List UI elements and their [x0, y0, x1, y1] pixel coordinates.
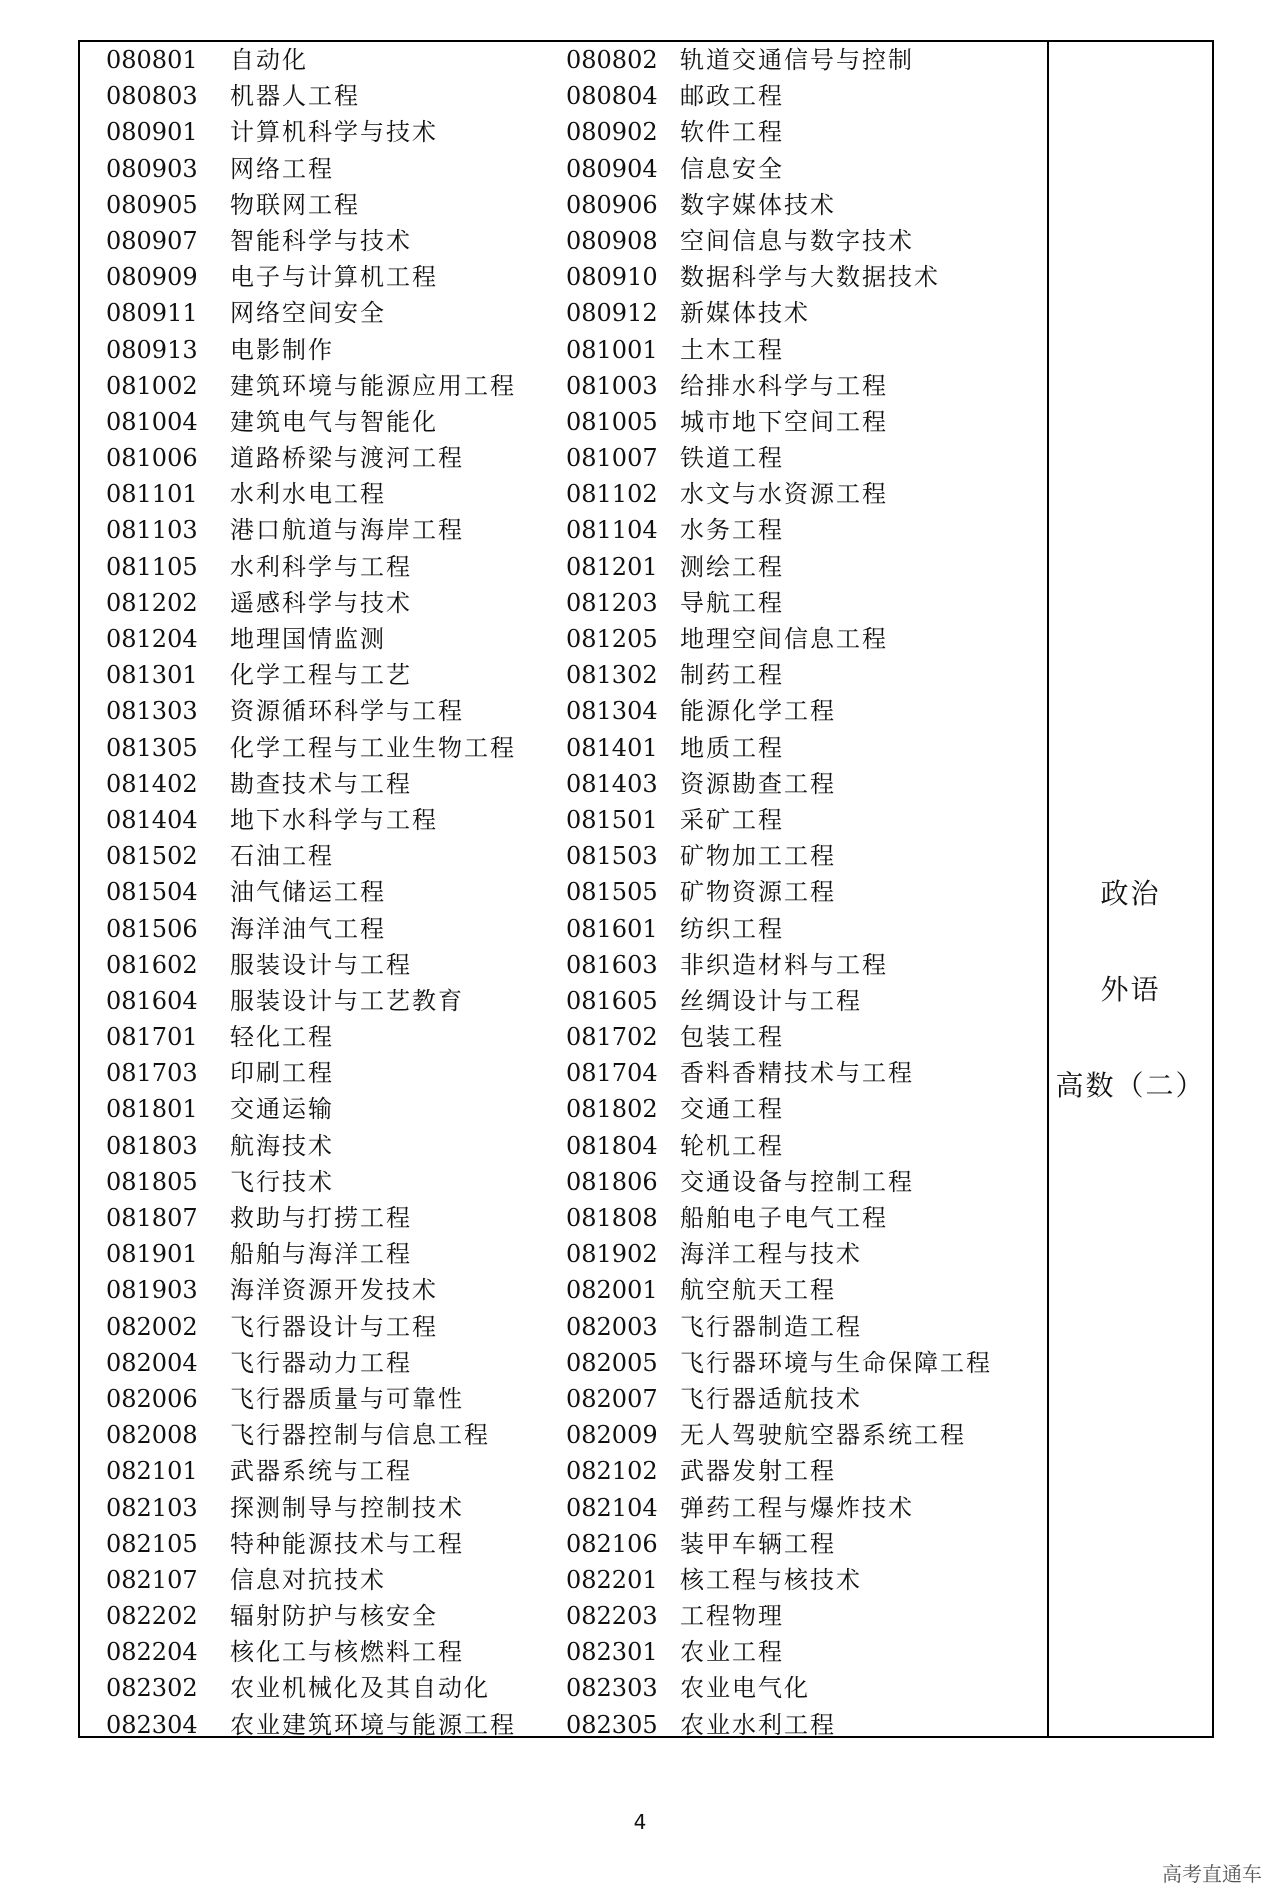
major-code: 080907 — [106, 226, 198, 255]
major-code: 080804 — [566, 82, 658, 111]
major-name: 飞行器制造工程 — [680, 1312, 862, 1341]
major-name: 地理国情监测 — [230, 625, 386, 653]
table-row — [80, 766, 1046, 802]
table-row — [80, 1345, 1046, 1381]
major-code: 082005 — [566, 1348, 658, 1377]
major-name: 海洋工程与技术 — [680, 1240, 862, 1269]
table-row — [80, 983, 1046, 1019]
major-name: 海洋油气工程 — [230, 914, 386, 943]
major-name: 飞行器质量与可靠性 — [230, 1384, 464, 1413]
major-code: 081102 — [566, 480, 658, 509]
major-code: 082107 — [106, 1565, 198, 1594]
major-code: 081601 — [566, 914, 658, 943]
major-name: 交通工程 — [680, 1095, 784, 1124]
table-row — [80, 1236, 1046, 1272]
table-row — [80, 911, 1046, 947]
major-name: 港口航道与海岸工程 — [230, 516, 464, 545]
major-code: 081305 — [106, 733, 198, 762]
table-row — [80, 693, 1046, 729]
major-name: 遥感科学与技术 — [230, 588, 412, 617]
major-code: 081303 — [106, 697, 198, 726]
major-code: 080803 — [106, 82, 198, 111]
major-code: 081802 — [566, 1095, 658, 1124]
major-name: 软件工程 — [680, 118, 784, 147]
major-code: 080906 — [566, 190, 658, 219]
major-name: 能源化学工程 — [680, 697, 836, 726]
major-code: 082101 — [106, 1457, 198, 1486]
major-name: 水务工程 — [680, 516, 784, 545]
major-name: 装甲车辆工程 — [680, 1529, 836, 1558]
major-code: 082303 — [566, 1674, 658, 1703]
table-row — [80, 1490, 1046, 1526]
table-row — [80, 1417, 1046, 1453]
major-name: 化学工程与工业生物工程 — [230, 733, 516, 762]
major-code: 082102 — [566, 1457, 658, 1486]
major-code: 081505 — [566, 878, 658, 907]
major-name: 油气储运工程 — [230, 878, 386, 907]
major-code: 081001 — [566, 335, 658, 364]
major-name: 数字媒体技术 — [680, 190, 836, 219]
major-name: 给排水科学与工程 — [680, 371, 888, 400]
major-name: 勘查技术与工程 — [230, 769, 412, 798]
table-row — [80, 1562, 1046, 1598]
major-code: 081701 — [106, 1023, 198, 1052]
major-name: 电影制作 — [230, 335, 334, 364]
major-code: 080901 — [106, 118, 198, 147]
major-code: 080912 — [566, 299, 658, 328]
major-name: 城市地下空间工程 — [680, 407, 888, 436]
major-name: 飞行器控制与信息工程 — [230, 1421, 490, 1450]
major-code: 081006 — [106, 444, 198, 473]
major-name: 非织造材料与工程 — [680, 950, 888, 979]
major-name: 物联网工程 — [230, 190, 360, 219]
major-code: 081105 — [106, 552, 198, 581]
subject-politics: 政治 — [1100, 877, 1161, 910]
major-code: 082304 — [106, 1710, 198, 1739]
major-name: 农业机械化及其自动化 — [230, 1674, 490, 1703]
table-row — [80, 730, 1046, 766]
major-name: 建筑电气与智能化 — [230, 407, 438, 436]
table-row — [80, 332, 1046, 368]
major-code: 080904 — [566, 154, 658, 183]
table-row — [80, 42, 1046, 78]
table-row — [80, 1453, 1046, 1489]
major-code: 081301 — [106, 661, 198, 690]
major-code: 081806 — [566, 1167, 658, 1196]
major-name: 新媒体技术 — [680, 299, 810, 328]
major-name: 轮机工程 — [680, 1131, 784, 1160]
major-name: 农业工程 — [680, 1638, 784, 1667]
major-code: 081201 — [566, 552, 658, 581]
major-code: 082006 — [106, 1384, 198, 1413]
table-row — [80, 838, 1046, 874]
table-row — [80, 1164, 1046, 1200]
major-code: 081203 — [566, 588, 658, 617]
major-name: 水利科学与工程 — [230, 552, 412, 581]
major-name: 信息安全 — [680, 154, 784, 183]
table-row — [80, 1055, 1046, 1091]
major-name: 飞行器设计与工程 — [230, 1312, 438, 1341]
page-number: 4 — [633, 1810, 647, 1834]
major-code: 081801 — [106, 1095, 198, 1124]
major-name: 特种能源技术与工程 — [230, 1529, 464, 1558]
major-code: 082104 — [566, 1493, 658, 1522]
major-name: 空间信息与数字技术 — [680, 226, 914, 255]
major-name: 水文与水资源工程 — [680, 480, 888, 509]
major-name: 交通运输 — [230, 1095, 334, 1124]
table-row — [80, 259, 1046, 295]
major-name: 计算机科学与技术 — [230, 118, 438, 147]
major-code: 082004 — [106, 1348, 198, 1377]
major-name: 包装工程 — [680, 1023, 784, 1052]
major-code: 081702 — [566, 1023, 658, 1052]
table-row — [80, 1091, 1046, 1127]
major-name: 弹药工程与爆炸技术 — [680, 1493, 914, 1522]
major-name: 智能科学与技术 — [230, 226, 412, 255]
major-code: 081004 — [106, 407, 198, 436]
major-name: 无人驾驶航空器系统工程 — [680, 1421, 966, 1450]
major-code: 081603 — [566, 950, 658, 979]
table-row — [80, 874, 1046, 910]
major-name: 交通设备与控制工程 — [680, 1167, 914, 1196]
major-name: 地下水科学与工程 — [230, 805, 438, 834]
table-row — [80, 1634, 1046, 1670]
major-name: 铁道工程 — [680, 444, 784, 473]
major-name: 数据科学与大数据技术 — [680, 263, 940, 292]
major-code: 082203 — [566, 1602, 658, 1631]
major-name: 化学工程与工艺 — [230, 661, 412, 690]
major-code: 082008 — [106, 1421, 198, 1450]
major-code: 081605 — [566, 986, 658, 1015]
major-name: 导航工程 — [680, 588, 784, 617]
major-code: 081808 — [566, 1204, 658, 1232]
major-name: 船舶电子电气工程 — [680, 1204, 888, 1232]
table-row — [80, 657, 1046, 693]
major-name: 农业建筑环境与能源工程 — [230, 1710, 516, 1739]
major-code: 082202 — [106, 1602, 198, 1631]
major-code: 081903 — [106, 1276, 198, 1305]
major-name: 飞行器适航技术 — [680, 1384, 862, 1413]
watermark: 高考直通车 — [1162, 1862, 1262, 1886]
major-name: 采矿工程 — [680, 805, 784, 834]
major-code: 081805 — [106, 1167, 198, 1196]
table-row — [80, 1200, 1046, 1236]
table-row — [80, 1128, 1046, 1164]
major-code: 082002 — [106, 1312, 198, 1341]
major-name: 地质工程 — [680, 733, 784, 762]
major-code: 081403 — [566, 769, 658, 798]
major-code: 080802 — [566, 46, 658, 74]
major-code: 081401 — [566, 733, 658, 762]
major-name: 制药工程 — [680, 661, 784, 690]
major-code: 082305 — [566, 1710, 658, 1739]
major-code: 080913 — [106, 335, 198, 364]
table-row — [80, 1707, 1046, 1743]
major-code: 081502 — [106, 842, 198, 871]
major-code: 081202 — [106, 588, 198, 617]
major-name: 丝绸设计与工程 — [680, 986, 862, 1015]
major-code: 080908 — [566, 226, 658, 255]
table-row — [80, 404, 1046, 440]
major-code: 082001 — [566, 1276, 658, 1305]
major-name: 网络空间安全 — [230, 299, 386, 328]
major-name: 农业电气化 — [680, 1674, 810, 1703]
major-name: 核化工与核燃料工程 — [230, 1638, 464, 1667]
table-row — [80, 368, 1046, 404]
major-name: 农业水利工程 — [680, 1710, 836, 1739]
major-name: 香料香精技术与工程 — [680, 1059, 914, 1088]
major-name: 机器人工程 — [230, 82, 360, 111]
table-row — [80, 78, 1046, 114]
major-code: 081104 — [566, 516, 658, 545]
major-code: 082106 — [566, 1529, 658, 1558]
major-name: 飞行器动力工程 — [230, 1348, 412, 1377]
major-code: 080801 — [106, 46, 198, 74]
major-code: 082204 — [106, 1638, 198, 1667]
major-name: 道路桥梁与渡河工程 — [230, 444, 464, 473]
major-name: 纺织工程 — [680, 914, 784, 943]
table-row — [80, 947, 1046, 983]
table-row — [80, 512, 1046, 548]
major-code: 081005 — [566, 407, 658, 436]
major-code: 081602 — [106, 950, 198, 979]
major-code: 082103 — [106, 1493, 198, 1522]
major-name: 航空航天工程 — [680, 1276, 836, 1305]
table-row — [80, 114, 1046, 150]
major-name: 邮政工程 — [680, 82, 784, 111]
major-code: 081103 — [106, 516, 198, 545]
major-code: 081404 — [106, 805, 198, 834]
major-code: 081205 — [566, 625, 658, 653]
major-name: 服装设计与工程 — [230, 950, 412, 979]
table-row — [80, 1598, 1046, 1634]
subject-math: 高数（二） — [1055, 1069, 1206, 1102]
major-code: 082105 — [106, 1529, 198, 1558]
major-name: 自动化 — [230, 46, 308, 74]
table-row — [80, 476, 1046, 512]
major-code: 081302 — [566, 661, 658, 690]
table-row — [80, 1272, 1046, 1308]
major-code: 082301 — [566, 1638, 658, 1667]
major-code: 081304 — [566, 697, 658, 726]
major-code: 081703 — [106, 1059, 198, 1088]
major-name: 矿物加工工程 — [680, 842, 836, 871]
major-name: 轨道交通信号与控制 — [680, 46, 914, 74]
major-name: 救助与打捞工程 — [230, 1204, 412, 1232]
table-row — [80, 187, 1046, 223]
major-name: 石油工程 — [230, 842, 334, 871]
major-name: 服装设计与工艺教育 — [230, 986, 464, 1015]
major-name: 资源勘查工程 — [680, 769, 836, 798]
major-name: 建筑环境与能源应用工程 — [230, 371, 516, 400]
major-code: 081204 — [106, 625, 198, 653]
table-row — [80, 295, 1046, 331]
major-name: 航海技术 — [230, 1131, 334, 1160]
major-name: 土木工程 — [680, 335, 784, 364]
major-name: 矿物资源工程 — [680, 878, 836, 907]
major-name: 海洋资源开发技术 — [230, 1276, 438, 1305]
major-name: 信息对抗技术 — [230, 1565, 386, 1594]
major-code: 081506 — [106, 914, 198, 943]
major-name: 轻化工程 — [230, 1023, 334, 1052]
major-code: 082007 — [566, 1384, 658, 1413]
major-code: 082003 — [566, 1312, 658, 1341]
major-code: 082201 — [566, 1565, 658, 1594]
major-code: 080903 — [106, 154, 198, 183]
major-name: 资源循环科学与工程 — [230, 697, 464, 726]
major-code: 081501 — [566, 805, 658, 834]
major-name: 辐射防护与核安全 — [230, 1602, 438, 1631]
major-code: 080905 — [106, 190, 198, 219]
major-code: 081003 — [566, 371, 658, 400]
table-row — [80, 1670, 1046, 1706]
major-name: 飞行器环境与生命保障工程 — [680, 1348, 992, 1377]
major-code: 081901 — [106, 1240, 198, 1269]
table-row — [80, 621, 1046, 657]
major-name: 测绘工程 — [680, 552, 784, 581]
major-name: 船舶与海洋工程 — [230, 1240, 412, 1269]
major-code: 081101 — [106, 480, 198, 509]
major-name: 武器发射工程 — [680, 1457, 836, 1486]
major-code: 081504 — [106, 878, 198, 907]
major-name: 工程物理 — [680, 1602, 784, 1631]
major-code: 081002 — [106, 371, 198, 400]
table-row — [80, 1381, 1046, 1417]
major-name: 探测制导与控制技术 — [230, 1493, 464, 1522]
major-code: 081402 — [106, 769, 198, 798]
major-table — [80, 42, 1046, 1743]
major-name: 武器系统与工程 — [230, 1457, 412, 1486]
major-code: 080909 — [106, 263, 198, 292]
major-code: 081704 — [566, 1059, 658, 1088]
major-name: 印刷工程 — [230, 1059, 334, 1088]
major-code: 080902 — [566, 118, 658, 147]
major-code: 081604 — [106, 986, 198, 1015]
major-code: 080910 — [566, 263, 658, 292]
table-row — [80, 1019, 1046, 1055]
table-row — [80, 1309, 1046, 1345]
major-code: 081807 — [106, 1204, 198, 1232]
major-name: 飞行技术 — [230, 1167, 334, 1196]
table-row — [80, 151, 1046, 187]
table-row — [80, 223, 1046, 259]
subject-foreign-language: 外语 — [1100, 973, 1161, 1006]
major-code: 080911 — [106, 299, 198, 328]
table-row — [80, 549, 1046, 585]
table-row — [80, 440, 1046, 476]
major-code: 081902 — [566, 1240, 658, 1269]
major-code: 082009 — [566, 1421, 658, 1450]
major-code: 081803 — [106, 1131, 198, 1160]
major-name: 网络工程 — [230, 154, 334, 183]
major-code: 081503 — [566, 842, 658, 871]
major-name: 水利水电工程 — [230, 480, 386, 509]
major-name: 电子与计算机工程 — [230, 263, 438, 292]
major-name: 核工程与核技术 — [680, 1565, 862, 1594]
major-code: 082302 — [106, 1674, 198, 1703]
major-name: 地理空间信息工程 — [680, 625, 888, 653]
table-row — [80, 1526, 1046, 1562]
table-row — [80, 585, 1046, 621]
major-code: 081007 — [566, 444, 658, 473]
major-code: 081804 — [566, 1131, 658, 1160]
table-row — [80, 802, 1046, 838]
